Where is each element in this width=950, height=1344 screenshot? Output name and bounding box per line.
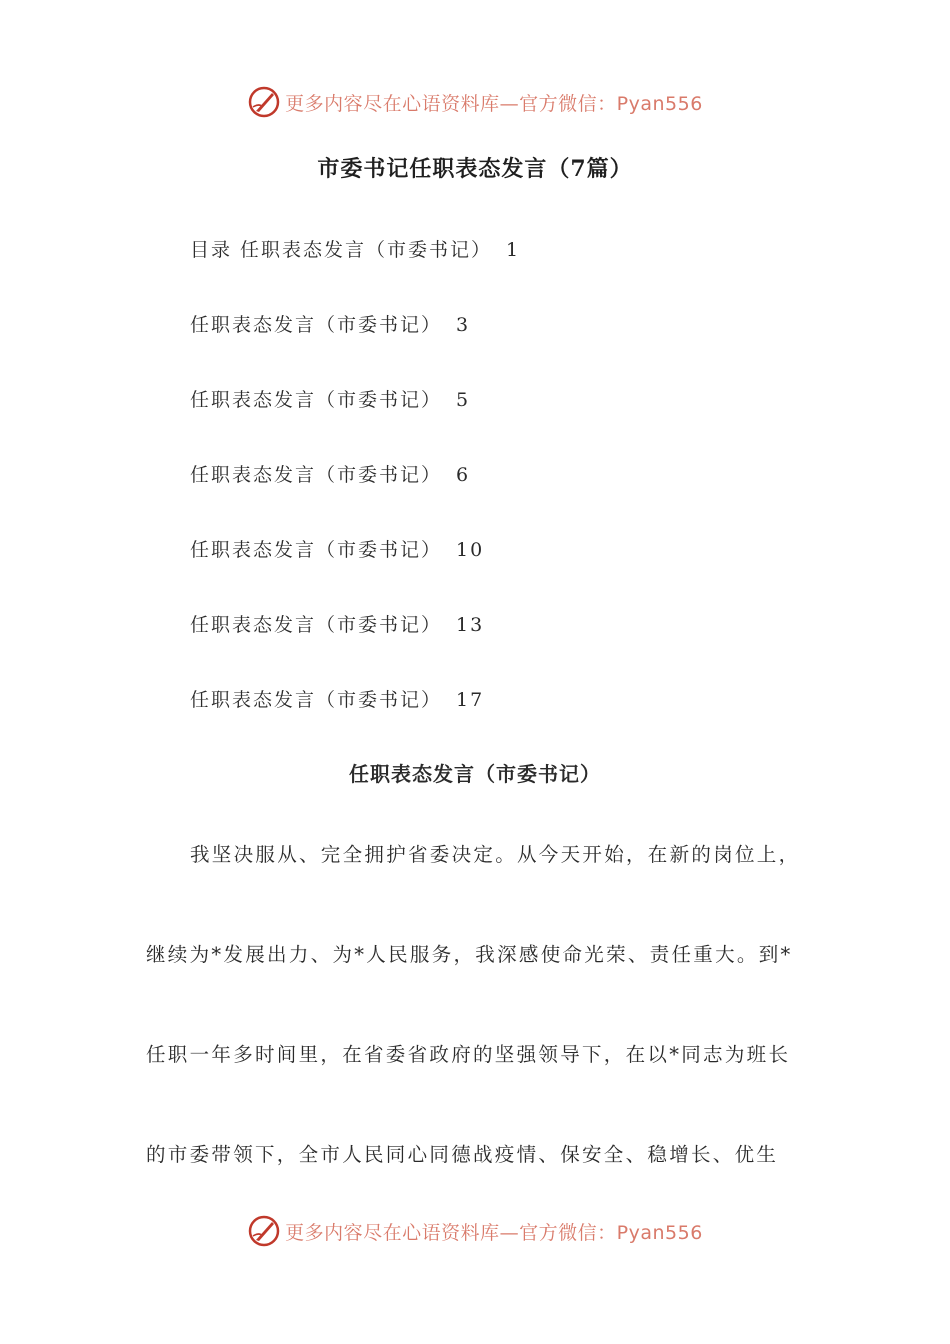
toc-item: 目录 任职表态发言（市委书记） 1	[190, 239, 521, 261]
toc-item: 任职表态发言（市委书记） 3	[190, 314, 471, 336]
toc-item: 任职表态发言（市委书记） 6	[190, 464, 471, 486]
body-line: 的市委带领下，全市人民同心同德战疫情、保安全、稳增长、优生	[146, 1143, 779, 1166]
header-banner	[0, 82, 950, 122]
toc-page-number: 5	[456, 389, 471, 411]
toc-page-number: 6	[456, 464, 471, 486]
body-line: 继续为*发展出力、为*人民服务，我深感使命光荣、责任重大。到*	[146, 943, 793, 966]
toc-item: 任职表态发言（市委书记） 17	[190, 689, 485, 711]
quill-logo-icon	[247, 1214, 281, 1248]
footer-banner	[0, 1211, 950, 1251]
header-banner-text: 更多内容尽在心语资料库—官方微信：Pyan556	[285, 92, 703, 115]
document-title: 市委书记任职表态发言（7篇）	[317, 156, 633, 182]
toc-page-number: 10	[456, 539, 485, 561]
toc-item: 任职表态发言（市委书记） 10	[190, 539, 485, 561]
footer-banner-text: 更多内容尽在心语资料库—官方微信：Pyan556	[285, 1221, 703, 1244]
table-of-contents	[190, 228, 520, 753]
quill-logo-icon	[247, 85, 281, 119]
toc-item: 任职表态发言（市委书记） 5	[190, 389, 471, 411]
toc-page-number: 1	[506, 239, 521, 261]
section-title: 任职表态发言（市委书记）	[349, 762, 601, 786]
toc-page-number: 13	[456, 614, 485, 636]
toc-item: 任职表态发言（市委书记） 13	[190, 614, 485, 636]
toc-page-number: 3	[456, 314, 471, 336]
body-paragraph	[146, 833, 806, 1233]
toc-page-number: 17	[456, 689, 485, 711]
body-line: 我坚决服从、完全拥护省委决定。从今天开始，在新的岗位上，	[190, 843, 801, 866]
body-line: 任职一年多时间里，在省委省政府的坚强领导下，在以*同志为班长	[146, 1043, 791, 1066]
